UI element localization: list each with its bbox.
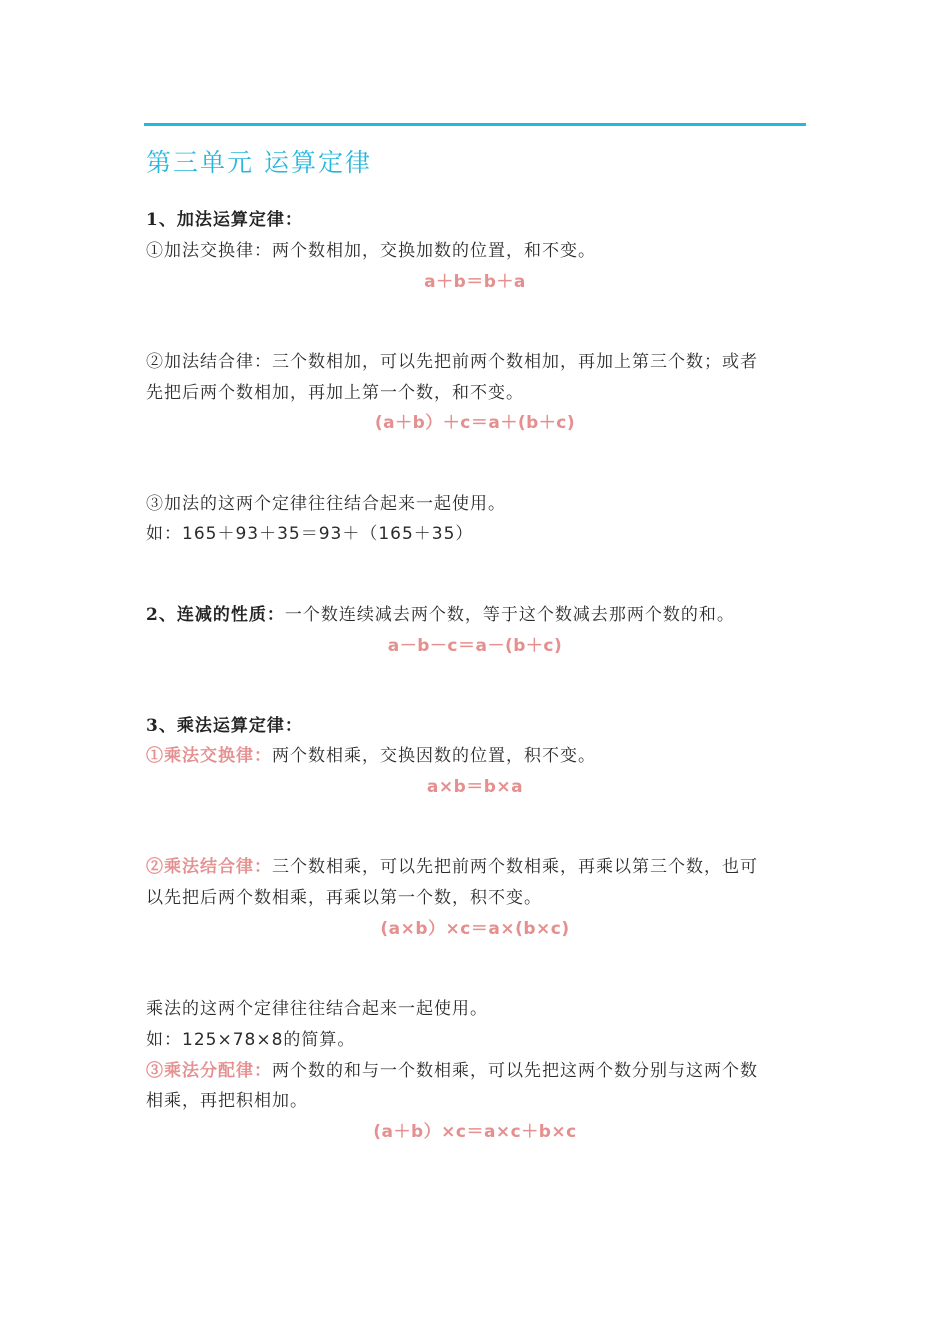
law-text: 两个数的和与一个数相乘，可以先把这两个数分别与这两个数 [272, 1061, 758, 1081]
addition-associative-law-line1: ②加法结合律：三个数相加，可以先把前两个数相加，再加上第三个数；或者 [146, 352, 758, 372]
example-expression: 125×78×8 [182, 1030, 284, 1050]
law-text: 两个数相乘，交换因数的位置，积不变。 [272, 746, 596, 766]
page-title: 第三单元 运算定律 [146, 148, 372, 177]
multiplication-example [146, 1029, 355, 1051]
formula-distributive: (a＋b）×c＝a×c＋b×c [373, 1122, 577, 1142]
formula-consecutive-subtraction: a－b－c＝a－(b＋c) [387, 636, 563, 656]
addition-associative-law-line2: 先把后两个数相加，再加上第一个数，和不变。 [146, 383, 524, 403]
formula-multiplication-commutative: a×b＝b×a [426, 777, 524, 797]
example-prefix: 如： [146, 1030, 182, 1050]
law-name: ①乘法交换律： [146, 746, 272, 766]
distributive-law-line2: 相乘，再把积相加。 [146, 1091, 308, 1111]
formula-addition-associative: (a＋b）＋c＝a＋(b＋c) [374, 413, 576, 433]
multiplication-associative-law-line2: 以先把后两个数相乘，再乘以第一个数，积不变。 [146, 888, 542, 908]
addition-commutative-law: ①加法交换律：两个数相加，交换加数的位置，和不变。 [146, 241, 596, 261]
section-1-heading: 1、加法运算定律： [146, 210, 303, 230]
addition-example [146, 523, 473, 545]
law-text: 三个数相乘，可以先把前两个数相乘，再乘以第三个数，也可 [272, 857, 758, 877]
multiplication-combined-note: 乘法的这两个定律往往结合起来一起使用。 [146, 999, 488, 1019]
formula-addition-commutative: a＋b＝b＋a [424, 272, 526, 292]
example-expression: 165＋93＋35＝93＋（165＋35） [182, 524, 474, 544]
multiplication-commutative-law [146, 745, 596, 767]
section-2-text: 一个数连续减去两个数，等于这个数减去那两个数的和。 [284, 605, 735, 625]
addition-combined-note: ③加法的这两个定律往往结合起来一起使用。 [146, 494, 506, 514]
law-name: ③乘法分配律： [146, 1061, 272, 1081]
example-prefix: 如： [146, 524, 182, 544]
law-name: ②乘法结合律： [146, 857, 272, 877]
section-2-line [146, 604, 735, 626]
example-suffix: 的简算。 [283, 1030, 356, 1050]
section-2-heading: 2、连减的性质： [146, 605, 285, 625]
section-3-heading: 3、乘法运算定律： [146, 716, 303, 736]
title-rule [144, 123, 806, 126]
multiplication-associative-law-line1 [146, 856, 758, 878]
formula-multiplication-associative: (a×b）×c＝a×(b×c) [380, 919, 570, 939]
distributive-law-line1 [146, 1060, 758, 1082]
